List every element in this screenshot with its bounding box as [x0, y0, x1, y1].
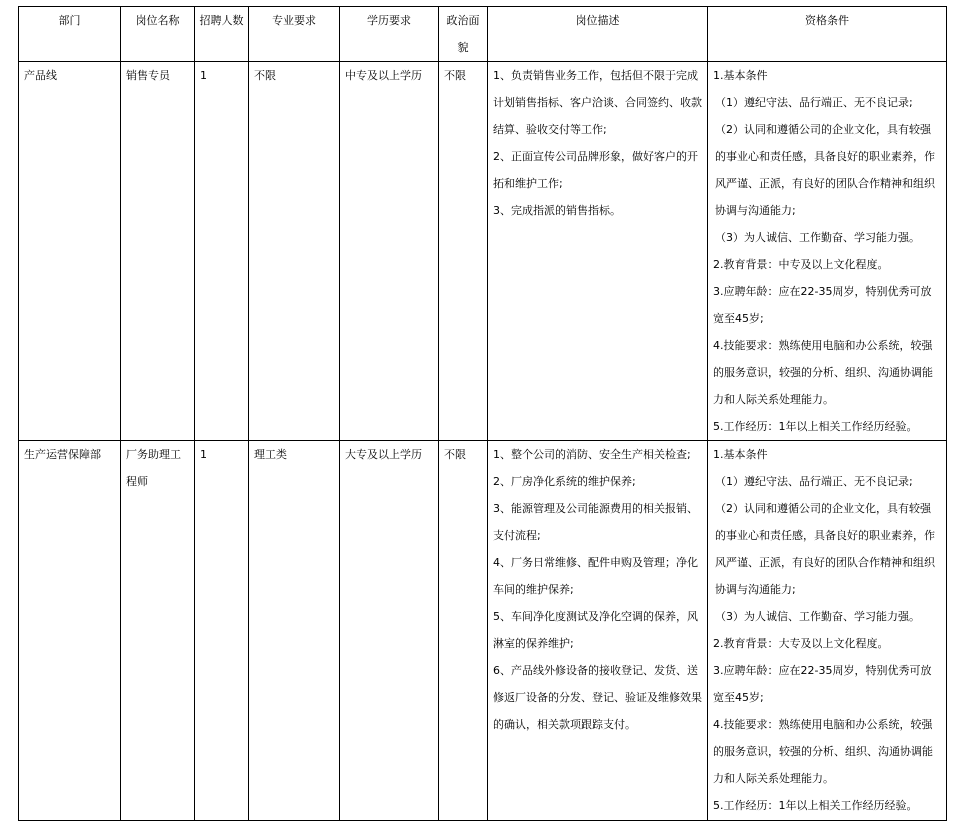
qualification-line: 2.教育背景：中专及以上文化程度。 — [713, 258, 889, 271]
description-cell — [488, 441, 708, 821]
description-line: 1、负责销售业务工作，包括但不限于完成计划销售指标、客户洽谈、合同签约、收款结算、验收交付等工作; — [493, 69, 702, 136]
qualification-line: （1）遵纪守法、品行端正、无不良记录; — [715, 475, 913, 488]
political-cell: 不限 — [439, 62, 488, 441]
qualification-line: （2）认同和遵循公司的企业文化，具有较强的事业心和责任感，具备良好的职业素养，作风严谨、正派，有良好的团队合作精神和组织协调与沟通能力; — [715, 123, 935, 217]
qualification-line: 4.技能要求：熟练使用电脑和办公系统，较强的服务意识，较强的分析、组织、沟通协调能力和人际关系处理能力。 — [713, 339, 933, 406]
qualification-line: （2）认同和遵循公司的企业文化，具有较强的事业心和责任感，具备良好的职业素养，作风严谨、正派，有良好的团队合作精神和组织协调与沟通能力; — [715, 502, 935, 596]
table-row — [19, 441, 947, 821]
description-line: 3、能源管理及公司能源费用的相关报销、支付流程; — [493, 502, 698, 542]
header-major: 专业要求 — [249, 7, 340, 62]
header-description: 岗位描述 — [488, 7, 708, 62]
count-cell: 1 — [195, 62, 249, 441]
qualification-line: 5.工作经历：1年以上相关工作经历经验。 — [713, 799, 918, 812]
qualification-line: （3）为人诚信、工作勤奋、学习能力强。 — [715, 231, 920, 244]
description-cell — [488, 62, 708, 441]
major-cell: 不限 — [249, 62, 340, 441]
description-line: 1、整个公司的消防、安全生产相关检查; — [493, 448, 691, 461]
table-row — [19, 62, 947, 441]
header-department: 部门 — [19, 7, 121, 62]
header-count: 招聘人数 — [195, 7, 249, 62]
header-position: 岗位名称 — [121, 7, 195, 62]
description-line: 4、厂务日常维修、配件申购及管理；净化车间的维护保养; — [493, 556, 698, 596]
qualification-line: 1.基本条件 — [713, 448, 768, 461]
qualification-line: 3.应聘年龄：应在22-35周岁，特别优秀可放宽至45岁; — [713, 664, 932, 704]
header-education: 学历要求 — [340, 7, 439, 62]
department-cell: 产品线 — [19, 62, 121, 441]
major-cell: 理工类 — [249, 441, 340, 821]
count-cell: 1 — [195, 441, 249, 821]
position-cell: 厂务助理工程师 — [121, 441, 195, 821]
header-political: 政治面貌 — [439, 7, 488, 62]
education-cell: 大专及以上学历 — [340, 441, 439, 821]
header-row — [19, 7, 947, 62]
description-line: 3、完成指派的销售指标。 — [493, 204, 621, 217]
qualification-line: 5.工作经历：1年以上相关工作经历经验。 — [713, 420, 918, 433]
description-line: 2、正面宣传公司品牌形象，做好客户的开拓和维护工作; — [493, 150, 698, 190]
qualification-line: 2.教育背景：大专及以上文化程度。 — [713, 637, 889, 650]
position-cell: 销售专员 — [121, 62, 195, 441]
education-cell: 中专及以上学历 — [340, 62, 439, 441]
qualification-line: （1）遵纪守法、品行端正、无不良记录; — [715, 96, 913, 109]
qualification-line: 1.基本条件 — [713, 69, 768, 82]
qualification-line: 3.应聘年龄：应在22-35周岁，特别优秀可放宽至45岁; — [713, 285, 932, 325]
description-line: 5、车间净化度测试及净化空调的保养，风淋室的保养维护; — [493, 610, 698, 650]
qualification-cell — [708, 441, 947, 821]
description-line: 2、厂房净化系统的维护保养; — [493, 475, 636, 488]
recruitment-table — [18, 6, 947, 821]
political-cell: 不限 — [439, 441, 488, 821]
qualification-line: 4.技能要求：熟练使用电脑和办公系统，较强的服务意识，较强的分析、组织、沟通协调能力和人际关系处理能力。 — [713, 718, 933, 785]
qualification-cell — [708, 62, 947, 441]
department-cell: 生产运营保障部 — [19, 441, 121, 821]
header-qualification: 资格条件 — [708, 7, 947, 62]
qualification-line: （3）为人诚信、工作勤奋、学习能力强。 — [715, 610, 920, 623]
description-line: 6、产品线外修设备的接收登记、发货、送修返厂设备的分发、登记、验证及维修效果的确认，相关款项跟踪支付。 — [493, 664, 702, 731]
